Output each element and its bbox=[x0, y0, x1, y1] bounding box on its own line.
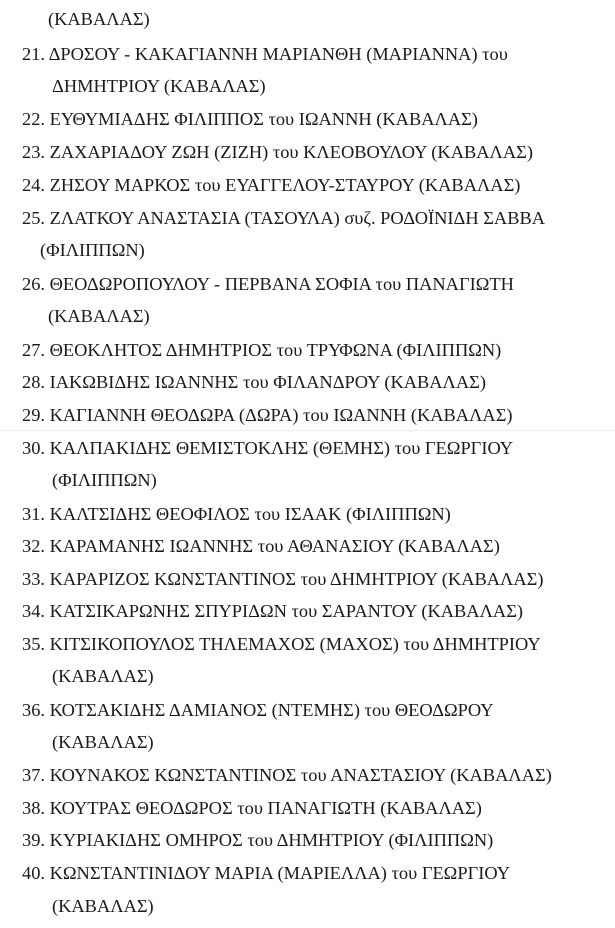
entry-34: 34. ΚΑΤΣΙΚΑΡΩΝΗΣ ΣΠΥΡΙΔΩΝ του ΣΑΡΑΝΤΟΥ (ΚΑΒΑΛΑΣ) bbox=[22, 601, 524, 621]
entry-24: 24. ΖΗΣΟΥ ΜΑΡΚΟΣ του ΕΥΑΓΓΕΛΟΥ-ΣΤΑΥΡΟΥ (ΚΑΒΑΛΑΣ) bbox=[22, 175, 521, 195]
entry-37: 37. ΚΟΥΝΑΚΟΣ ΚΩΝΣΤΑΝΤΙΝΟΣ του ΑΝΑΣΤΑΣΙΟΥ (ΚΑΒΑΛΑΣ) bbox=[22, 765, 552, 785]
entry-26-continuation: (ΚΑΒΑΛΑΣ) bbox=[48, 306, 150, 326]
entry-27: 27. ΘΕΟΚΛΗΤΟΣ ΔΗΜΗΤΡΙΟΣ του ΤΡΥΦΩΝΑ (ΦΙΛΙΠΠΩΝ) bbox=[22, 340, 502, 360]
entry-20-continuation: (ΚΑΒΑΛΑΣ) bbox=[48, 9, 150, 29]
entry-28: 28. ΙΑΚΩΒΙΔΗΣ ΙΩΑΝΝΗΣ του ΦΙΛΑΝΔΡΟΥ (ΚΑΒΑΛΑΣ) bbox=[22, 372, 487, 392]
entry-36-continuation: (ΚΑΒΑΛΑΣ) bbox=[52, 732, 154, 752]
entry-21: 21. ΔΡΟΣΟΥ - ΚΑΚΑΓΙΑΝΝΗ ΜΑΡΙΑΝΘΗ (ΜΑΡΙΑΝΝΑ) του bbox=[22, 44, 508, 64]
entry-40-continuation: (ΚΑΒΑΛΑΣ) bbox=[52, 896, 154, 916]
entry-22: 22. ΕΥΘΥΜΙΑΔΗΣ ΦΙΛΙΠΠΟΣ του ΙΩΑΝΝΗ (ΚΑΒΑΛΑΣ) bbox=[22, 109, 478, 129]
entry-35: 35. ΚΙΤΣΙΚΟΠΟΥΛΟΣ ΤΗΛΕΜΑΧΟΣ (ΜΑΧΟΣ) του ΔΗΜΗΤΡΙΟΥ bbox=[22, 634, 541, 654]
scan-divider bbox=[0, 430, 615, 431]
entry-25-continuation: (ΦΙΛΙΠΠΩΝ) bbox=[40, 240, 145, 260]
entry-35-continuation: (ΚΑΒΑΛΑΣ) bbox=[52, 666, 154, 686]
entry-31: 31. ΚΑΛΤΣΙΔΗΣ ΘΕΟΦΙΛΟΣ του ΙΣΑΑΚ (ΦΙΛΙΠΠΩΝ) bbox=[22, 504, 451, 524]
entry-29: 29. ΚΑΓΙΑΝΝΗ ΘΕΟΔΩΡΑ (ΔΩΡΑ) του ΙΩΑΝΝΗ (ΚΑΒΑΛΑΣ) bbox=[22, 405, 513, 425]
entry-36: 36. ΚΟΤΣΑΚΙΔΗΣ ΔΑΜΙΑΝΟΣ (ΝΤΕΜΗΣ) του ΘΕΟΔΩΡΟΥ bbox=[22, 700, 494, 720]
entry-32: 32. ΚΑΡΑΜΑΝΗΣ ΙΩΑΝΝΗΣ του ΑΘΑΝΑΣΙΟΥ (ΚΑΒΑΛΑΣ) bbox=[22, 536, 500, 556]
entry-30: 30. ΚΑΛΠΑΚΙΔΗΣ ΘΕΜΙΣΤΟΚΛΗΣ (ΘΕΜΗΣ) του ΓΕΩΡΓΙΟΥ bbox=[22, 438, 514, 458]
entry-25: 25. ΖΛΑΤΚΟΥ ΑΝΑΣΤΑΣΙΑ (ΤΑΣΟΥΛΑ) συζ. ΡΟΔΟΪΝΙΔΗ ΣΑΒΒΑ bbox=[22, 208, 546, 228]
entry-40: 40. ΚΩΝΣΤΑΝΤΙΝΙΔΟΥ ΜΑΡΙΑ (ΜΑΡΙΕΛΛΑ) του ΓΕΩΡΓΙΟΥ bbox=[22, 863, 510, 883]
entry-33: 33. ΚΑΡΑΡΙΖΟΣ ΚΩΝΣΤΑΝΤΙΝΟΣ του ΔΗΜΗΤΡΙΟΥ (ΚΑΒΑΛΑΣ) bbox=[22, 569, 544, 589]
entry-30-continuation: (ΦΙΛΙΠΠΩΝ) bbox=[52, 470, 157, 490]
entry-39: 39. ΚΥΡΙΑΚΙΔΗΣ ΟΜΗΡΟΣ του ΔΗΜΗΤΡΙΟΥ (ΦΙΛΙΠΠΩΝ) bbox=[22, 830, 494, 850]
entry-21-continuation: ΔΗΜΗΤΡΙΟΥ (ΚΑΒΑΛΑΣ) bbox=[52, 76, 266, 96]
entry-23: 23. ΖΑΧΑΡΙΑΔΟΥ ΖΩΗ (ΖΙΖΗ) του ΚΛΕΟΒΟΥΛΟΥ (ΚΑΒΑΛΑΣ) bbox=[22, 142, 533, 162]
entry-38: 38. ΚΟΥΤΡΑΣ ΘΕΟΔΩΡΟΣ του ΠΑΝΑΓΙΩΤΗ (ΚΑΒΑΛΑΣ) bbox=[22, 798, 482, 818]
entry-26: 26. ΘΕΟΔΩΡΟΠΟΥΛΟΥ - ΠΕΡΒΑΝΑ ΣΟΦΙΑ του ΠΑΝΑΓΙΩΤΗ bbox=[22, 274, 514, 294]
